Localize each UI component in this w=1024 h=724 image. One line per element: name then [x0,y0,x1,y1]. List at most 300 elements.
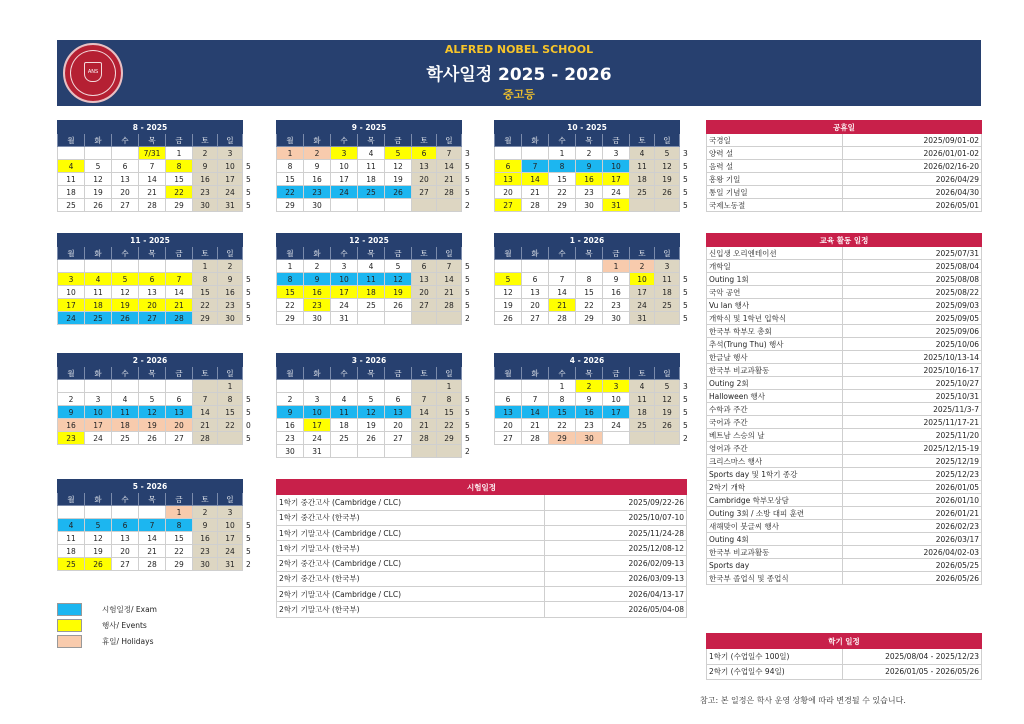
list-row [707,260,982,273]
weekday-label: 토 [630,134,655,147]
day-cell [495,147,522,160]
day-cell: 17 [304,419,331,432]
day-cell: 5 [85,519,112,532]
weekday-label: 일 [437,134,462,147]
day-cell [358,380,385,393]
day-cell: 15 [437,406,462,419]
list-row [277,525,687,540]
week-row [58,532,259,545]
day-cell: 11 [58,532,85,545]
day-cell: 23 [218,299,243,312]
week-row [495,160,696,173]
school-days-count: 5 [683,420,688,430]
day-cell: 8 [437,393,462,406]
school-days-count: 5 [465,394,470,404]
day-cell: 4 [630,380,655,393]
item-name: 한국부 비교과활동 [707,364,843,377]
day-cell: 9 [193,519,218,532]
school-days-count: 5 [683,300,688,310]
item-name: 1학기 중간고사 (Cambridge / CLC) [277,495,545,510]
day-cell: 19 [112,299,139,312]
day-cell: 26 [385,299,412,312]
day-cell: 25 [112,432,139,445]
day-cell: 12 [358,406,385,419]
school-days-count: 2 [465,446,470,456]
day-cell: 29 [277,199,304,212]
item-name: Outing 1회 [707,273,843,286]
list-row [707,442,982,455]
legend [57,602,157,650]
weekday-label: 일 [655,367,680,380]
weekday-label: 목 [139,367,166,380]
day-cell: 16 [193,532,218,545]
school-days-count: 5 [246,174,251,184]
month-title: 3 - 2026 [277,354,462,367]
page-header [57,40,981,106]
day-cell: 4 [112,393,139,406]
list-row [277,510,687,525]
day-cell: 6 [166,393,193,406]
day-cell: 5 [112,273,139,286]
day-cell: 20 [139,299,166,312]
week-row [495,260,696,273]
day-cell: 12 [495,286,522,299]
weekday-label: 일 [218,247,243,260]
school-days-count [243,260,259,273]
week-row [58,286,259,299]
day-cell: 6 [412,260,437,273]
day-cell: 8 [277,160,304,173]
day-cell: 9 [304,273,331,286]
day-cell: 12 [655,393,680,406]
day-cell [385,199,412,212]
week-row [58,380,259,393]
day-cell: 18 [655,286,680,299]
day-cell: 10 [331,273,358,286]
day-cell: 27 [495,199,522,212]
list-row [707,520,982,533]
item-name: 새해맞이 붓글씨 행사 [707,520,843,533]
list-row [707,364,982,377]
day-cell: 17 [630,286,655,299]
day-cell: 31 [331,312,358,325]
day-cell: 6 [522,273,549,286]
day-cell [85,147,112,160]
day-cell: 19 [85,545,112,558]
legend-item [57,618,157,633]
day-cell: 21 [166,299,193,312]
day-cell: 26 [495,312,522,325]
day-cell: 5 [85,160,112,173]
day-cell: 2 [193,506,218,519]
day-cell: 12 [655,160,680,173]
day-cell: 20 [385,419,412,432]
day-cell: 15 [218,406,243,419]
day-cell [495,260,522,273]
weekday-label: 금 [166,493,193,506]
school-days-count: 5 [246,313,251,323]
day-cell: 14 [522,173,549,186]
day-cell: 13 [495,406,522,419]
day-cell: 7 [522,160,549,173]
school-days-count: 3 [683,148,688,158]
day-cell: 11 [112,406,139,419]
day-cell: 24 [603,419,630,432]
day-cell [193,380,218,393]
item-name: Halloween 행사 [707,390,843,403]
item-date: 2025/08/08 [843,273,982,286]
list-row [707,494,982,507]
item-date: 2025/10/06 [843,338,982,351]
week-row [58,173,259,186]
day-cell: 11 [655,273,680,286]
item-date: 2025/11/24-28 [545,525,687,540]
day-cell: 25 [358,186,385,199]
day-cell: 1 [218,380,243,393]
week-row [58,406,259,419]
item-date: 2026/04/02-03 [843,546,982,559]
item-name: 국제노동절 [707,199,843,212]
day-cell: 15 [549,406,576,419]
day-cell [576,260,603,273]
weekday-label: 목 [576,247,603,260]
day-cell: 24 [85,432,112,445]
weekday-label: 월 [495,247,522,260]
day-cell: 14 [193,406,218,419]
day-cell: 4 [358,260,385,273]
day-cell: 8 [277,273,304,286]
day-cell: 15 [193,286,218,299]
weekday-label: 금 [385,247,412,260]
day-cell [437,312,462,325]
item-date: 2025/08/22 [843,286,982,299]
day-cell: 15 [277,173,304,186]
day-cell: 1 [166,147,193,160]
weekday-label: 수 [331,247,358,260]
week-row [58,147,259,160]
day-cell: 23 [277,432,304,445]
day-cell: 25 [358,299,385,312]
day-cell: 10 [85,406,112,419]
day-cell: 6 [112,160,139,173]
item-name: 흥왕 기일 [707,173,843,186]
legend-swatch [57,619,82,632]
weekday-label: 금 [603,134,630,147]
day-cell: 29 [166,199,193,212]
day-cell: 22 [193,299,218,312]
item-name: Outing 4회 [707,533,843,546]
school-days-count [243,147,259,160]
item-name: 음력 설 [707,160,843,173]
weekday-label: 수 [549,367,576,380]
day-cell [630,432,655,445]
weekday-label: 금 [385,134,412,147]
day-cell: 14 [139,173,166,186]
item-name: 국어과 주간 [707,416,843,429]
weekday-label: 일 [437,247,462,260]
school-days-count: 5 [683,287,688,297]
day-cell [331,199,358,212]
day-cell: 11 [358,273,385,286]
day-cell: 20 [412,286,437,299]
day-cell: 2 [193,147,218,160]
day-cell: 20 [412,173,437,186]
list-row [277,602,687,617]
item-name: 한국부 학부모 총회 [707,325,843,338]
week-row [495,173,696,186]
day-cell: 16 [304,173,331,186]
day-cell: 5 [495,273,522,286]
item-date: 2025/12/08-12 [545,541,687,556]
day-cell: 29 [549,432,576,445]
weekday-label: 일 [655,247,680,260]
item-date: 2025/10/27 [843,377,982,390]
school-days-count: 5 [683,161,688,171]
school-days-count: 5 [465,161,470,171]
day-cell: 15 [549,173,576,186]
week-row [277,380,478,393]
day-cell [112,147,139,160]
weekday-label: 화 [522,247,549,260]
day-cell: 16 [218,286,243,299]
day-cell: 26 [85,558,112,571]
page-subtitle: 중고등 [503,88,535,101]
day-cell [58,260,85,273]
day-cell: 30 [277,445,304,458]
day-cell: 17 [331,173,358,186]
school-days-count: 2 [246,559,251,569]
day-cell: 7 [139,519,166,532]
week-row [58,160,259,173]
day-cell: 18 [358,286,385,299]
item-date: 2025/10/07-10 [545,510,687,525]
day-cell: 28 [139,199,166,212]
weekday-label: 화 [85,367,112,380]
weekday-label: 일 [218,134,243,147]
day-cell [85,380,112,393]
item-name: 수학과 주간 [707,403,843,416]
day-cell: 4 [85,273,112,286]
count-spacer [462,134,478,147]
day-cell: 18 [630,173,655,186]
count-spacer [243,480,259,493]
day-cell: 14 [437,160,462,173]
list-row [707,299,982,312]
item-date: 2026/04/30 [843,186,982,199]
list-row [277,541,687,556]
legend-label: 휴일/ Holidays [102,637,154,646]
day-cell: 8 [576,273,603,286]
weekday-label: 수 [112,134,139,147]
day-cell: 14 [437,273,462,286]
day-cell: 11 [630,160,655,173]
day-cell: 17 [218,173,243,186]
count-spacer [680,354,696,367]
day-cell: 28 [522,432,549,445]
week-row [58,260,259,273]
month-calendar [57,479,259,571]
day-cell: 25 [655,299,680,312]
item-name: 한국부 비교과활동 [707,546,843,559]
day-cell: 21 [549,299,576,312]
month-calendar [276,353,478,458]
day-cell: 22 [549,419,576,432]
day-cell: 4 [58,160,85,173]
day-cell [58,147,85,160]
day-cell [58,506,85,519]
school-days-count: 5 [246,187,251,197]
month-calendar [494,120,696,212]
day-cell: 21 [412,419,437,432]
item-date: 2025/11/3-7 [843,403,982,416]
day-cell: 13 [112,173,139,186]
list-row [277,587,687,602]
item-name: 1학기 기말고사 (한국부) [277,541,545,556]
day-cell: 14 [166,286,193,299]
list-row [707,173,982,186]
list-row [707,273,982,286]
item-date: 2026/03/17 [843,533,982,546]
item-name: 국악 공연 [707,286,843,299]
list-row [277,495,687,510]
weekday-label: 금 [166,367,193,380]
day-cell: 25 [630,186,655,199]
day-cell: 2 [58,393,85,406]
weekday-label: 화 [85,134,112,147]
day-cell [630,199,655,212]
day-cell [358,445,385,458]
count-spacer [243,121,259,134]
day-cell: 7 [549,273,576,286]
day-cell [522,260,549,273]
item-name: 2학기 중간고사 (한국부) [277,571,545,586]
day-cell: 21 [522,419,549,432]
weekday-label: 월 [58,367,85,380]
month-calendar [494,353,696,445]
school-days-count: 5 [246,200,251,210]
school-days-count [680,260,696,273]
school-name: ALFRED NOBEL SCHOOL [444,43,594,56]
weekday-label: 토 [193,367,218,380]
list-row [707,147,982,160]
day-cell: 22 [277,299,304,312]
item-date: 2025/09/03 [843,299,982,312]
item-date: 2026/05/01 [843,199,982,212]
day-cell [522,380,549,393]
count-spacer [462,354,478,367]
day-cell: 5 [139,393,166,406]
month-calendar [57,233,259,325]
item-date: 2026/01/10 [843,494,982,507]
day-cell: 1 [166,506,193,519]
list-row [707,559,982,572]
day-cell [218,432,243,445]
weekday-label: 월 [495,134,522,147]
list-row [277,571,687,586]
week-row [277,273,478,286]
weekday-label: 목 [139,134,166,147]
day-cell: 15 [576,286,603,299]
page-title: 학사일정 2025 - 2026 [426,65,612,85]
weekday-label: 목 [358,247,385,260]
day-cell: 10 [603,160,630,173]
item-name: 2학기 기말고사 (한국부) [277,602,545,617]
day-cell: 26 [385,186,412,199]
day-cell: 28 [437,299,462,312]
day-cell: 31 [218,558,243,571]
day-cell: 4 [58,519,85,532]
weekday-label: 월 [58,247,85,260]
day-cell: 2 [630,260,655,273]
school-days-count: 5 [465,433,470,443]
day-cell: 7 [139,160,166,173]
month-title: 11 - 2025 [58,234,243,247]
day-cell [603,432,630,445]
day-cell: 8 [549,393,576,406]
day-cell [412,199,437,212]
day-cell: 3 [218,147,243,160]
weekday-label: 수 [112,367,139,380]
day-cell: 28 [193,432,218,445]
day-cell: 22 [437,419,462,432]
school-days-count: 5 [246,433,251,443]
day-cell: 20 [495,419,522,432]
item-date: 2025/09/01-02 [843,134,982,147]
school-days-count: 5 [246,407,251,417]
list-row [707,572,982,585]
holidays-list [706,120,982,212]
week-row [58,273,259,286]
list-row [707,546,982,559]
item-date: 2026/05/26 [843,572,982,585]
day-cell: 18 [358,173,385,186]
day-cell: 11 [331,406,358,419]
day-cell: 28 [412,432,437,445]
day-cell: 7/31 [139,147,166,160]
list-row [707,186,982,199]
day-cell: 9 [576,160,603,173]
day-cell: 27 [112,558,139,571]
week-row [58,299,259,312]
week-row [277,312,478,325]
day-cell: 6 [495,160,522,173]
day-cell: 24 [331,299,358,312]
day-cell: 9 [304,160,331,173]
day-cell [549,260,576,273]
month-title: 12 - 2025 [277,234,462,247]
school-days-count: 5 [465,261,470,271]
school-days-count: 0 [246,420,251,430]
item-name: 크리스마스 행사 [707,455,843,468]
day-cell: 8 [193,273,218,286]
count-spacer [680,367,696,380]
day-cell [58,380,85,393]
day-cell: 13 [495,173,522,186]
day-cell: 10 [603,393,630,406]
legend-label: 시험일정/ Exam [102,605,157,614]
item-name: Cambridge 학부모상담 [707,494,843,507]
day-cell: 23 [603,299,630,312]
item-date: 2025/12/23 [843,468,982,481]
day-cell: 26 [85,199,112,212]
item-date: 2025/07/31 [843,247,982,260]
weekday-label: 금 [166,247,193,260]
day-cell: 18 [58,545,85,558]
day-cell: 1 [193,260,218,273]
list-row [707,481,982,494]
day-cell: 20 [522,299,549,312]
day-cell: 16 [277,419,304,432]
